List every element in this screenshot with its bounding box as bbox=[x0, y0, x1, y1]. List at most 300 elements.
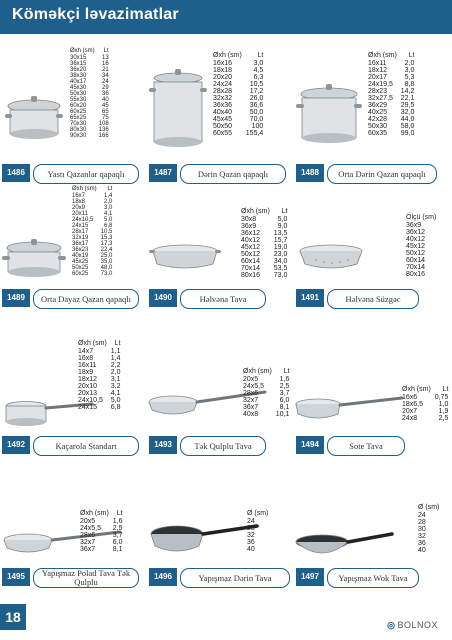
spec-volume: 2,5 bbox=[279, 383, 290, 390]
product-name: Tək Qulplu Tava bbox=[180, 436, 266, 456]
spec-dimension: 18x12 bbox=[78, 376, 98, 383]
spec-dimension: 70x14 bbox=[241, 265, 261, 272]
spec-row bbox=[406, 243, 440, 250]
spec-header-dimension: Øxh (sm) bbox=[243, 368, 272, 375]
spec-dimension: 80x16 bbox=[241, 272, 261, 279]
spec-volume: 15,3 bbox=[100, 235, 113, 241]
spec-header-dimension: Øxh (sm) bbox=[78, 340, 107, 347]
spec-dimension: 24x10,5 bbox=[78, 397, 103, 404]
spec-volume: 6,0 bbox=[279, 397, 290, 404]
page-title: Köməkçi ləvazimatlar bbox=[12, 6, 179, 23]
spec-row bbox=[368, 116, 414, 123]
spec-header-row bbox=[213, 52, 263, 60]
spec-row bbox=[418, 533, 443, 540]
spec-volume: 3,1 bbox=[110, 376, 121, 383]
spec-dimension: 40x19 bbox=[72, 253, 89, 259]
product-code: 1487 bbox=[149, 164, 177, 182]
spec-dimension: 24 bbox=[418, 512, 426, 519]
spec-row bbox=[78, 376, 121, 383]
spec-volume: 108 bbox=[98, 121, 109, 127]
spec-dimension: 18x9 bbox=[78, 369, 94, 376]
product-label bbox=[0, 436, 143, 454]
wok-image bbox=[294, 530, 394, 562]
spec-volume: 10,5 bbox=[249, 81, 264, 88]
spec-volume: 17,3 bbox=[100, 241, 113, 247]
spec-header-volume: Lt bbox=[283, 368, 290, 375]
spec-rows bbox=[78, 340, 121, 411]
spec-volume: 26,0 bbox=[249, 95, 264, 102]
spec-volume: 17,2 bbox=[249, 88, 264, 95]
spec-header-row bbox=[402, 386, 448, 394]
spec-dimension: 60x25 bbox=[70, 109, 87, 115]
spec-row bbox=[243, 376, 289, 383]
spec-dimension: 60x55 bbox=[213, 130, 233, 137]
spec-volume: 16 bbox=[102, 61, 109, 67]
spec-row bbox=[368, 60, 414, 67]
spec-dimension: 70x30 bbox=[70, 121, 87, 127]
spec-rows bbox=[406, 214, 440, 278]
spec-header-volume: Lt bbox=[408, 52, 415, 59]
spec-volume: 48,0 bbox=[100, 265, 113, 271]
spec-dimension: 16x8 bbox=[78, 355, 94, 362]
spec-dimension: 60x20 bbox=[70, 103, 87, 109]
spec-volume: 100 bbox=[251, 123, 264, 130]
spec-header-row bbox=[80, 510, 123, 518]
spec-row bbox=[80, 525, 123, 532]
spec-dimension: 50x25 bbox=[72, 265, 89, 271]
spec-dimension: 32x19 bbox=[72, 235, 89, 241]
spec-volume: 53,5 bbox=[273, 265, 288, 272]
strainer-image bbox=[296, 242, 366, 272]
spec-row bbox=[418, 512, 443, 519]
spec-header-dimension: Øxh (sm) bbox=[368, 52, 397, 59]
product-code: 1488 bbox=[296, 164, 324, 182]
spec-dimension: 30x15 bbox=[70, 55, 87, 61]
spec-volume: 35,0 bbox=[100, 259, 113, 265]
spec-header-row bbox=[247, 510, 272, 518]
spec-dimension: 32 bbox=[247, 532, 255, 539]
casserole-image bbox=[296, 80, 362, 156]
spec-volume: 3,0 bbox=[404, 67, 415, 74]
spec-dimension: 16x7 bbox=[72, 193, 86, 199]
spec-table bbox=[243, 368, 289, 418]
product-1495 bbox=[0, 508, 143, 598]
spec-dimension: 45x30 bbox=[70, 85, 87, 91]
spec-volume: 6,0 bbox=[112, 539, 123, 546]
spec-header-volume: Lt bbox=[116, 510, 123, 517]
spec-dimension: 38x30 bbox=[70, 73, 87, 79]
spec-volume: 99,0 bbox=[400, 130, 415, 137]
spec-row bbox=[402, 408, 448, 415]
spec-row bbox=[368, 123, 414, 130]
spec-dimension: 50x50 bbox=[213, 123, 233, 130]
product-1493 bbox=[147, 338, 290, 468]
product-label bbox=[147, 568, 290, 586]
spec-volume: 1,4 bbox=[104, 193, 113, 199]
spec-dimension: 50x30 bbox=[368, 123, 388, 130]
spec-rows bbox=[213, 52, 263, 137]
spec-volume: 45 bbox=[102, 103, 109, 109]
spec-dimension: 18x6,5 bbox=[402, 401, 424, 408]
spec-row bbox=[241, 216, 287, 223]
spec-volume: 10,5 bbox=[100, 229, 113, 235]
spec-row bbox=[243, 390, 289, 397]
spec-dimension: 16x16 bbox=[213, 60, 233, 67]
product-1497 bbox=[294, 496, 440, 598]
spec-volume: 25,0 bbox=[100, 253, 113, 259]
spec-dimension: 40x25 bbox=[368, 109, 388, 116]
product-name: Orta Dayaz Qazan qapaqlı bbox=[33, 289, 139, 309]
spec-volume: 23,0 bbox=[273, 251, 288, 258]
spec-volume: 136 bbox=[98, 127, 109, 133]
spec-dimension: 40x12 bbox=[241, 237, 261, 244]
deep-nonstick-pan-image bbox=[149, 520, 259, 560]
spec-row bbox=[80, 539, 123, 546]
brand-logo bbox=[387, 620, 438, 631]
spec-dimension: 16x6 bbox=[402, 394, 418, 401]
spec-volume: 1,6 bbox=[279, 376, 290, 383]
spec-dimension: 28x6 bbox=[80, 532, 96, 539]
product-label bbox=[294, 164, 444, 182]
spec-dimension: 36x12 bbox=[406, 229, 426, 236]
spec-row bbox=[213, 123, 263, 130]
spec-dimension: 80x16 bbox=[406, 271, 426, 278]
spec-row bbox=[406, 222, 440, 229]
spec-dimension: 28x17 bbox=[72, 229, 89, 235]
spec-dimension: 70x14 bbox=[406, 264, 426, 271]
spec-row bbox=[243, 397, 289, 404]
spec-dimension: 36x23 bbox=[72, 247, 89, 253]
spec-dimension: 24x10,5 bbox=[72, 217, 94, 223]
spec-volume: 4,1 bbox=[110, 390, 121, 397]
spec-dimension: 16x11 bbox=[368, 60, 387, 67]
spec-row bbox=[78, 390, 121, 397]
spec-volume: 5,0 bbox=[277, 216, 288, 223]
spec-volume: 155,4 bbox=[245, 130, 264, 137]
spec-volume: 22,1 bbox=[400, 95, 415, 102]
spec-row bbox=[406, 236, 440, 243]
spec-volume: 73,0 bbox=[273, 272, 288, 279]
spec-rows bbox=[80, 510, 123, 553]
spec-volume: 1,0 bbox=[438, 401, 449, 408]
spec-row bbox=[241, 230, 287, 237]
spec-dimension: 36x29 bbox=[368, 102, 388, 109]
spec-header-row bbox=[368, 52, 414, 60]
product-1486 bbox=[0, 44, 143, 194]
spec-dimension: 16x11 bbox=[78, 362, 97, 369]
spec-dimension: 60x25 bbox=[72, 271, 89, 277]
spec-volume: 5,0 bbox=[104, 217, 113, 223]
spec-dimension: 50x30 bbox=[70, 91, 87, 97]
spec-volume: 8,1 bbox=[279, 404, 290, 411]
spec-dimension: 65x25 bbox=[70, 115, 87, 121]
spec-dimension: 24x15 bbox=[72, 223, 89, 229]
shallow-pot-image bbox=[2, 236, 66, 282]
product-label bbox=[147, 164, 290, 182]
spec-dimension: 42x28 bbox=[368, 116, 388, 123]
spec-volume: 44,0 bbox=[400, 116, 415, 123]
spec-row bbox=[241, 223, 287, 230]
product-label bbox=[0, 164, 143, 182]
spec-dimension: 28 bbox=[418, 519, 426, 526]
product-name: Həlvəna Süzgəc bbox=[327, 289, 419, 309]
spec-volume: 65 bbox=[102, 109, 109, 115]
spec-row bbox=[418, 540, 443, 547]
spec-rows bbox=[243, 368, 289, 418]
spec-volume: 75 bbox=[102, 115, 109, 121]
spec-volume: 70,0 bbox=[249, 116, 264, 123]
spec-volume: 2,0 bbox=[404, 60, 415, 67]
spec-volume: 5,0 bbox=[110, 397, 121, 404]
spec-volume: 8,1 bbox=[112, 546, 123, 553]
spec-row bbox=[418, 547, 443, 554]
spec-volume: 6,8 bbox=[104, 223, 113, 229]
spec-header-row bbox=[72, 186, 112, 193]
spec-dimension: 36x7 bbox=[80, 546, 96, 553]
spec-dimension: 24 bbox=[247, 518, 255, 525]
saute-pan-image bbox=[294, 394, 404, 424]
spec-volume: 0,75 bbox=[434, 394, 449, 401]
spec-volume: 3,2 bbox=[110, 383, 121, 390]
spec-dimension: 24x19,5 bbox=[368, 81, 393, 88]
spec-dimension: 50x12 bbox=[241, 251, 261, 258]
spec-volume: 50,0 bbox=[249, 109, 264, 116]
product-label bbox=[0, 568, 143, 586]
product-1494 bbox=[294, 338, 449, 468]
spec-volume: 3,0 bbox=[253, 60, 264, 67]
spec-header-row bbox=[78, 340, 121, 348]
product-label bbox=[0, 289, 143, 307]
spec-volume: 1,1 bbox=[110, 348, 121, 355]
spec-table bbox=[247, 510, 272, 553]
spec-dimension: 28x23 bbox=[368, 88, 388, 95]
spec-dimension: 32x7 bbox=[80, 539, 96, 546]
spec-table bbox=[72, 186, 112, 277]
spec-row bbox=[78, 355, 121, 362]
spec-dimension: 40x40 bbox=[213, 109, 233, 116]
spec-header-volume: Lt bbox=[442, 386, 449, 393]
spec-volume: 14,2 bbox=[400, 88, 415, 95]
spec-volume: 21 bbox=[102, 67, 109, 73]
spec-table bbox=[241, 208, 287, 279]
product-1496 bbox=[147, 508, 290, 598]
spec-volume: 22,4 bbox=[100, 247, 113, 253]
spec-dimension: 40x12 bbox=[406, 236, 426, 243]
spec-dimension: 36x15 bbox=[70, 61, 87, 67]
spec-row bbox=[241, 251, 287, 258]
spec-row bbox=[368, 81, 414, 88]
product-1490 bbox=[147, 184, 290, 334]
product-label bbox=[294, 436, 444, 454]
spec-row bbox=[418, 519, 443, 526]
spec-row bbox=[243, 404, 289, 411]
spec-dimension: 45x45 bbox=[213, 116, 233, 123]
spec-dimension: 20x13 bbox=[78, 390, 98, 397]
spec-dimension: 18x12 bbox=[368, 67, 388, 74]
spec-row bbox=[247, 546, 272, 553]
spec-row bbox=[241, 272, 287, 279]
spec-dimension: 20x17 bbox=[368, 74, 388, 81]
spec-row bbox=[213, 88, 263, 95]
spec-dimension: 45x12 bbox=[406, 243, 426, 250]
spec-row bbox=[406, 229, 440, 236]
spec-volume: 29 bbox=[102, 85, 109, 91]
spec-dimension: 32 bbox=[418, 533, 426, 540]
spec-rows bbox=[72, 186, 112, 277]
spec-dimension: 36x20 bbox=[70, 67, 87, 73]
product-code: 1497 bbox=[296, 568, 324, 586]
spec-dimension: 40 bbox=[247, 546, 255, 553]
product-code: 1490 bbox=[149, 289, 177, 307]
spec-volume: 3,7 bbox=[112, 532, 123, 539]
spec-row bbox=[213, 102, 263, 109]
spec-row bbox=[78, 369, 121, 376]
spec-dimension: 30 bbox=[418, 526, 426, 533]
spec-header-dimension: Ø (sm) bbox=[418, 504, 440, 511]
spec-row bbox=[368, 88, 414, 95]
spec-dimension: 24x15 bbox=[78, 404, 98, 411]
spec-header-dimension: Øxh (sm) bbox=[402, 386, 431, 393]
product-code: 1496 bbox=[149, 568, 177, 586]
product-label bbox=[294, 289, 444, 307]
spec-volume: 2,0 bbox=[110, 369, 121, 376]
spec-volume: 10,1 bbox=[275, 411, 290, 418]
spec-dimension: 24x24 bbox=[213, 81, 233, 88]
spec-row bbox=[368, 67, 414, 74]
page-number: 18 bbox=[0, 604, 26, 630]
spec-volume: 2,5 bbox=[112, 525, 123, 532]
spec-dimension: 36x9 bbox=[406, 222, 422, 229]
spec-row bbox=[213, 60, 263, 67]
spec-row bbox=[213, 109, 263, 116]
spec-dimension: 55x30 bbox=[70, 97, 87, 103]
spec-row bbox=[241, 265, 287, 272]
spec-row bbox=[80, 546, 123, 553]
spec-header-volume: Lt bbox=[257, 52, 264, 59]
spec-volume: 5,3 bbox=[404, 74, 415, 81]
spec-dimension: 20x7 bbox=[402, 408, 418, 415]
product-label bbox=[147, 436, 290, 454]
spec-dimension: 36 bbox=[247, 539, 255, 546]
spec-dimension: 60x35 bbox=[368, 130, 388, 137]
spec-rows bbox=[70, 48, 109, 139]
spec-volume: 2,5 bbox=[438, 415, 449, 422]
spec-volume: 19,0 bbox=[273, 244, 288, 251]
spec-row bbox=[406, 271, 440, 278]
spec-row bbox=[241, 258, 287, 265]
spec-header-dimension: Øxh (sm) bbox=[72, 186, 97, 192]
spec-rows bbox=[368, 52, 414, 137]
spec-volume: 40 bbox=[102, 97, 109, 103]
spec-volume: 1,6 bbox=[112, 518, 123, 525]
logo-text: BOLNOX bbox=[397, 620, 438, 630]
spec-row bbox=[72, 271, 112, 277]
product-1492 bbox=[0, 338, 143, 468]
spec-volume: 15,7 bbox=[273, 237, 288, 244]
spec-header-row bbox=[70, 48, 109, 55]
spec-table bbox=[78, 340, 121, 411]
spec-dimension: 32x32 bbox=[213, 95, 233, 102]
spec-dimension: 20x9 bbox=[72, 205, 86, 211]
product-name: Yastı Qazanlar qapaqlı bbox=[33, 164, 139, 184]
spec-row bbox=[402, 394, 448, 401]
spec-rows bbox=[402, 386, 448, 422]
spec-dimension: 20x20 bbox=[213, 74, 233, 81]
product-code: 1494 bbox=[296, 436, 324, 454]
spec-dimension: 24x8 bbox=[402, 415, 418, 422]
spec-row bbox=[247, 539, 272, 546]
spec-row bbox=[78, 404, 121, 411]
spec-volume: 6,3 bbox=[253, 74, 264, 81]
spec-volume: 2,0 bbox=[104, 199, 113, 205]
spec-row bbox=[213, 81, 263, 88]
product-name: Kaçarola Standart bbox=[33, 436, 139, 456]
spec-dimension: 20x11 bbox=[72, 211, 88, 217]
product-name: Dərin Qazan qapaqlı bbox=[180, 164, 286, 184]
spec-row bbox=[247, 525, 272, 532]
spec-dimension: 28x28 bbox=[213, 88, 233, 95]
product-name: Orta Dərin Qazan qapaqlı bbox=[327, 164, 437, 184]
spec-row bbox=[368, 130, 414, 137]
spec-row bbox=[213, 74, 263, 81]
spec-header-row bbox=[418, 504, 443, 512]
spec-row bbox=[213, 116, 263, 123]
spec-dimension: 36x7 bbox=[243, 404, 259, 411]
spec-dimension: 20x10 bbox=[78, 383, 98, 390]
spec-volume: 3,0 bbox=[104, 205, 113, 211]
spec-volume: 1,4 bbox=[110, 355, 121, 362]
spec-row bbox=[406, 250, 440, 257]
spec-volume: 36 bbox=[102, 91, 109, 97]
spec-row bbox=[241, 244, 287, 251]
spec-row bbox=[78, 362, 121, 369]
spec-row bbox=[243, 411, 289, 418]
spec-dimension: 40 bbox=[418, 547, 426, 554]
spec-dimension: 14x7 bbox=[78, 348, 94, 355]
spec-header-volume: Lt bbox=[281, 208, 288, 215]
product-code: 1493 bbox=[149, 436, 177, 454]
spec-row bbox=[241, 237, 287, 244]
spec-dimension: 24x5,5 bbox=[80, 525, 102, 532]
spec-row bbox=[402, 401, 448, 408]
spec-volume: 13 bbox=[102, 55, 109, 61]
spec-dimension: 36x17 bbox=[72, 241, 89, 247]
spec-dimension: 60x14 bbox=[406, 257, 426, 264]
spec-dimension: 28 bbox=[247, 525, 255, 532]
spec-dimension: 20x5 bbox=[80, 518, 96, 525]
spec-volume: 1,9 bbox=[438, 408, 449, 415]
spec-header-dimension: Øxh (sm) bbox=[70, 48, 95, 54]
spec-table bbox=[80, 510, 123, 553]
spec-volume: 34,0 bbox=[273, 258, 288, 265]
spec-header-row bbox=[243, 368, 289, 376]
stock-pot-image bbox=[149, 64, 207, 156]
product-code: 1489 bbox=[2, 289, 30, 307]
product-code: 1492 bbox=[2, 436, 30, 454]
spec-header-dimension: Øxh (sm) bbox=[241, 208, 270, 215]
spec-dimension: 32x27,5 bbox=[368, 95, 393, 102]
product-label bbox=[294, 568, 444, 586]
spec-volume: 4,1 bbox=[104, 211, 113, 217]
spec-dimension: 50x12 bbox=[406, 250, 426, 257]
spec-row bbox=[368, 109, 414, 116]
spec-table bbox=[418, 504, 443, 554]
spec-header-dimension: Øxh (sm) bbox=[80, 510, 109, 517]
spec-dimension: 40x17 bbox=[70, 79, 87, 85]
spec-dimension: 36x9 bbox=[241, 223, 257, 230]
spec-volume: 8,8 bbox=[404, 81, 415, 88]
sauce-pot-image bbox=[4, 92, 64, 158]
